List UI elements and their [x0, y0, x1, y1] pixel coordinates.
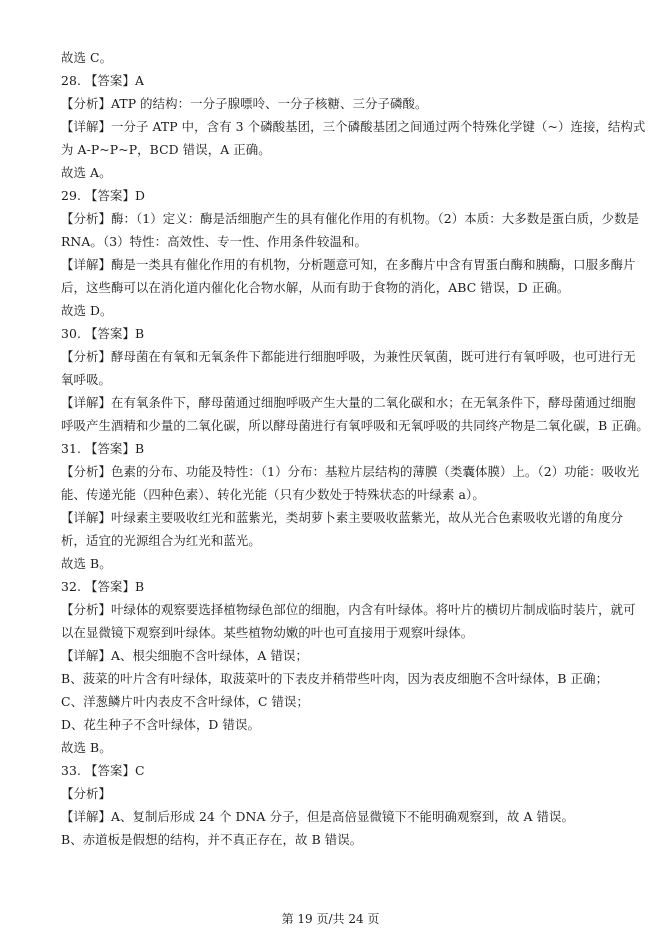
- analysis-30-line2: 氧呼吸。: [61, 372, 111, 387]
- analysis-31-line2: 能、传递光能（四种色素）、转化光能（只有少数处于特殊状态的叶绿素 a）。: [61, 487, 485, 502]
- detail-31-line2: 析，适宜的光源组合为红光和蓝光。: [61, 533, 261, 548]
- answer-30: 30. 【答案】B: [61, 326, 145, 341]
- conclusion-28: 故选 A。: [61, 165, 112, 180]
- answer-29: 29. 【答案】D: [61, 188, 146, 203]
- conclusion-27: 故选 C。: [61, 50, 113, 65]
- answer-33: 33. 【答案】C: [61, 763, 145, 778]
- analysis-30-line1: 【分析】酵母菌在有氧和无氧条件下都能进行细胞呼吸，为兼性厌氧菌，既可进行有氧呼吸，也可进行无: [61, 349, 636, 364]
- analysis-29-line2: RNA。（3）特性：高效性、专一性、作用条件较温和。: [61, 234, 367, 249]
- page-number: 第 19 页/共 24 页: [281, 912, 380, 926]
- detail-32-a: 【详解】A、根尖细胞不含叶绿体，A 错误；: [61, 648, 308, 663]
- detail-29-line2: 后，这些酶可以在消化道内催化化合物水解，从而有助于食物的消化，ABC 错误，D 正确。: [61, 280, 570, 295]
- analysis-29-line1: 【分析】酶：（1）定义：酶是活细胞产生的具有催化作用的有机物。（2）本质：大多数是蛋白质，少数是: [61, 211, 640, 226]
- detail-31-line1: 【详解】叶绿素主要吸收红光和蓝紫光，类胡萝卜素主要吸收蓝紫光，故从光合色素吸收光谱的角度分: [61, 510, 624, 525]
- conclusion-29: 故选 D。: [61, 303, 113, 318]
- detail-32-b: B、菠菜的叶片含有叶绿体，取菠菜叶的下表皮并稍带些叶肉，因为表皮细胞不含叶绿体，B 正确；: [61, 671, 609, 686]
- detail-33-a: 【详解】A、复制后形成 24 个 DNA 分子，但是高倍显微镜下不能明确观察到，故 A 错误。: [61, 809, 574, 824]
- detail-30-line2: 呼吸产生酒精和少量的二氧化碳，所以酵母菌进行有氧呼吸和无氧呼吸的共同终产物是二氧化碳，B 正确。: [61, 418, 649, 433]
- conclusion-32: 故选 B。: [61, 740, 112, 755]
- answer-28: 28. 【答案】A: [61, 73, 145, 88]
- conclusion-31: 故选 B。: [61, 556, 112, 571]
- document-body: [61, 46, 649, 851]
- detail-29-line1: 【详解】酶是一类具有催化作用的有机物，分析题意可知，在多酶片中含有胃蛋白酶和胰酶，口服多酶片: [61, 257, 636, 272]
- detail-32-d: D、花生种子不含叶绿体，D 错误。: [61, 717, 260, 732]
- answer-31: 31. 【答案】B: [61, 441, 145, 456]
- analysis-33: 【分析】: [61, 786, 111, 801]
- answer-32: 32. 【答案】B: [61, 579, 145, 594]
- analysis-28: 【分析】ATP 的结构：一分子腺嘌呤、一分子核糖、三分子磷酸。: [61, 96, 428, 111]
- detail-33-b: B、赤道板是假想的结构，并不真正存在，故 B 错误。: [61, 832, 363, 847]
- detail-28-line1: 【详解】一分子 ATP 中，含有 3 个磷酸基团，三个磷酸基团之间通过两个特殊化学键（~）连接，结构式: [61, 119, 646, 134]
- analysis-32-line1: 【分析】叶绿体的观察要选择植物绿色部位的细胞，内含有叶绿体。将叶片的横切片制成临时装片，就可: [61, 602, 636, 617]
- detail-32-c: C、洋葱鳞片叶内表皮不含叶绿体，C 错误；: [61, 694, 310, 709]
- detail-30-line1: 【详解】在有氧条件下，酵母菌通过细胞呼吸产生大量的二氧化碳和水；在无氧条件下，酵母菌通过细胞: [61, 395, 636, 410]
- analysis-31-line1: 【分析】色素的分布、功能及特性：（1）分布：基粒片层结构的薄膜（类囊体膜）上。（2）功能：吸收光: [61, 464, 640, 479]
- analysis-32-line2: 以在显微镜下观察到叶绿体。某些植物幼嫩的叶也可直接用于观察叶绿体。: [61, 625, 474, 640]
- detail-28-line2: 为 A-P~P~P，BCD 错误，A 正确。: [61, 142, 271, 157]
